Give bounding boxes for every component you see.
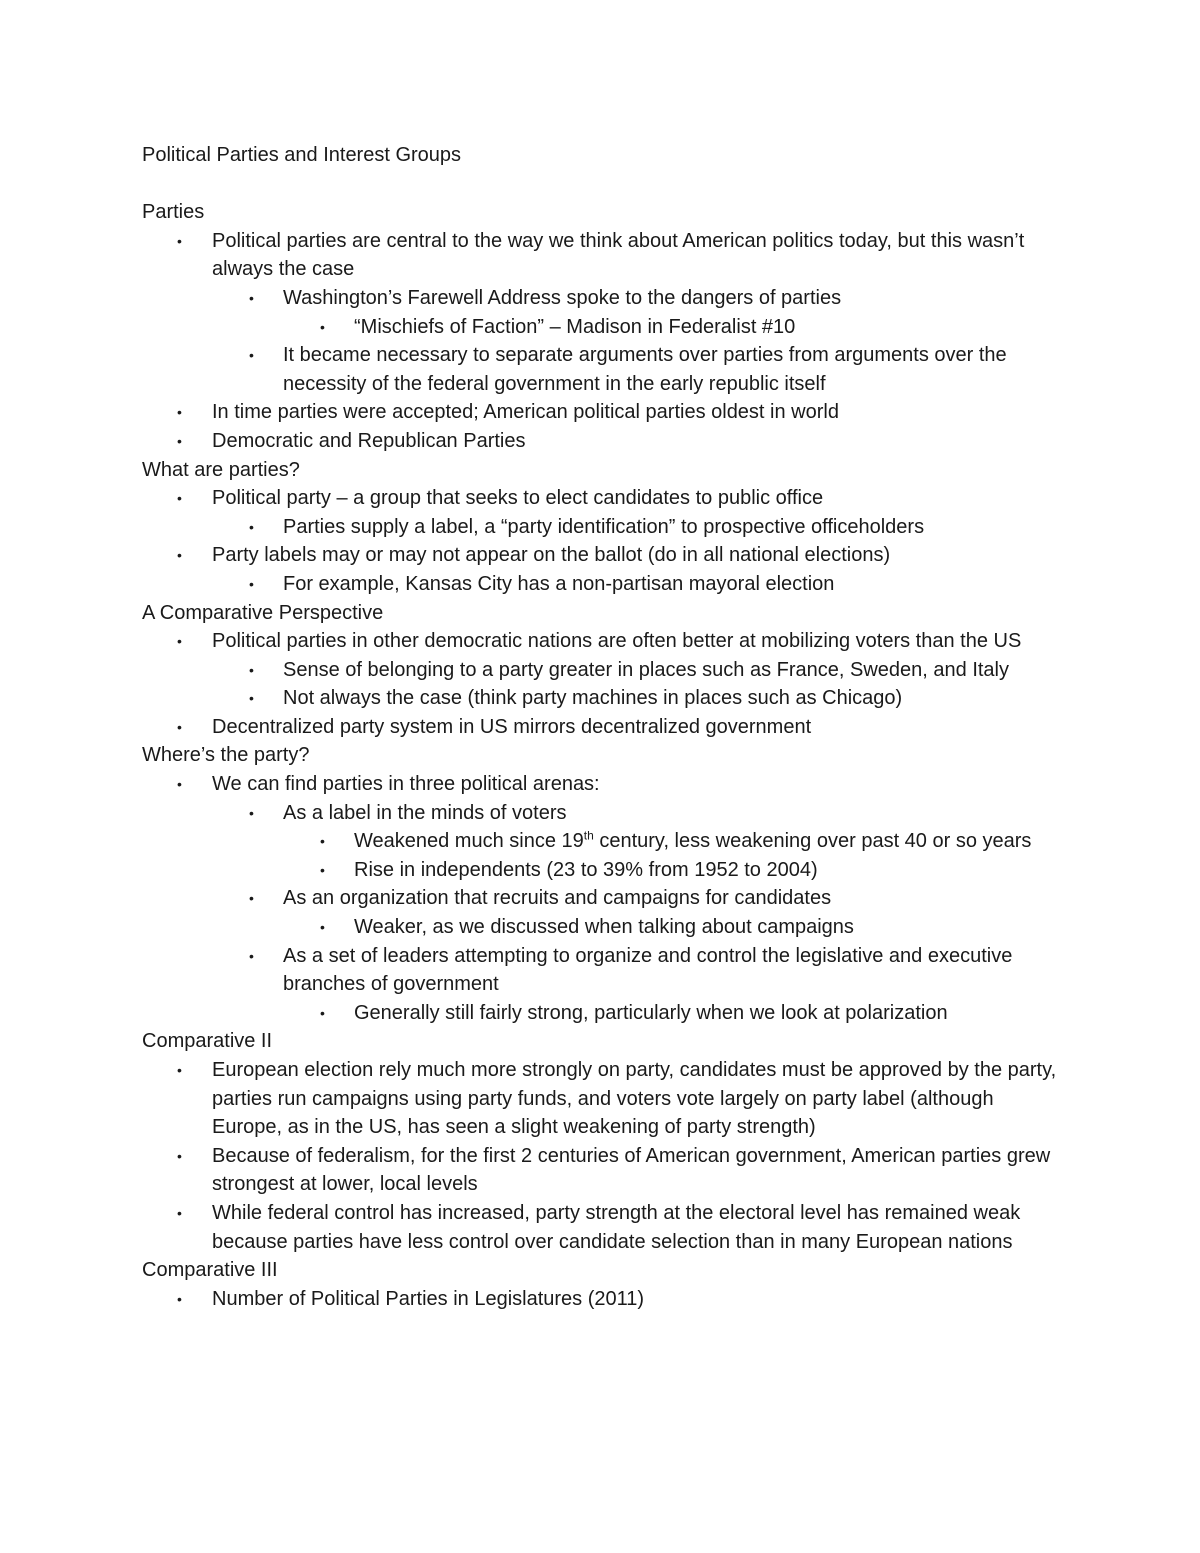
bullet-text-continued: century, less weakening over past 40 or so years [593, 830, 1032, 853]
bullet-icon: • [249, 661, 254, 678]
bullet-item-level-3 [142, 913, 1062, 942]
bullet-icon: • [320, 1004, 325, 1021]
bullet-item-level-2 [142, 884, 1062, 913]
superscript: th [583, 828, 594, 843]
bullet-text: Number of Political Parties in Legislatures (2011) [212, 1287, 645, 1310]
bullet-icon: • [249, 890, 254, 907]
bullet-text: Weaker, as we discussed when talking about campaigns [354, 916, 854, 939]
bullet-item-level-1 [142, 484, 1062, 513]
bullet-icon: • [177, 633, 182, 650]
bullet-icon: • [320, 919, 325, 936]
bullet-item-level-3 [142, 313, 1062, 342]
bullet-item-level-1 [142, 1199, 1062, 1256]
section-heading: Parties [142, 201, 205, 224]
bullet-item-level-3 [142, 827, 1062, 856]
bullet-item-level-1 [142, 427, 1062, 456]
bullet-item-level-1 [142, 1056, 1062, 1142]
bullet-text: Rise in independents (23 to 39% from 1952 to 2004) [354, 858, 818, 881]
document-title: Political Parties and Interest Groups [142, 144, 462, 166]
bullet-icon: • [249, 575, 254, 592]
bullet-text: Political party – a group that seeks to elect candidates to public office [212, 487, 824, 510]
bullet-item-level-1 [142, 227, 1062, 284]
section-heading: Comparative III [142, 1259, 278, 1282]
bullet-item-level-1 [142, 770, 1062, 799]
bullet-icon: • [320, 861, 325, 878]
bullet-item-level-1 [142, 541, 1062, 570]
bullet-icon: • [177, 404, 182, 421]
bullet-icon: • [249, 347, 254, 364]
bullet-icon: • [249, 690, 254, 707]
bullet-text: As an organization that recruits and campaigns for candidates [283, 887, 832, 910]
bullet-item-level-1 [142, 713, 1062, 742]
section-heading: Where’s the party? [142, 744, 310, 767]
bullet-item-level-3 [142, 999, 1062, 1028]
bullet-icon: • [177, 776, 182, 793]
bullet-icon: • [320, 833, 325, 850]
bullet-item-level-1 [142, 1142, 1062, 1199]
bullet-text: European election rely much more strongly on party, candidates must be approved by the party, parties run campaigns using party funds, and voters vote largely on party label (although Europe, as in the US, has seen a slight weakening of party strength) [212, 1059, 1057, 1139]
bullet-item-level-1 [142, 398, 1062, 427]
bullet-item-level-2 [142, 684, 1062, 713]
bullet-item-level-2 [142, 942, 1062, 999]
document-page [142, 141, 1062, 1313]
bullet-text: Democratic and Republican Parties [212, 429, 526, 452]
bullet-item-level-1 [142, 627, 1062, 656]
bullet-icon: • [249, 804, 254, 821]
bullet-item-level-2 [142, 341, 1062, 398]
bullet-text: “Mischiefs of Faction” – Madison in Federalist #10 [354, 315, 796, 338]
bullet-text: Parties supply a label, a “party identification” to prospective officeholders [283, 515, 925, 538]
bullet-icon: • [177, 232, 182, 249]
bullet-icon: • [249, 289, 254, 306]
bullet-text: Decentralized party system in US mirrors decentralized government [212, 715, 812, 738]
bullet-text: While federal control has increased, party strength at the electoral level has remained weak because parties have less control over candidate selection than in many European nations [212, 1201, 1021, 1253]
bullet-item-level-2 [142, 513, 1062, 542]
bullet-text: Party labels may or may not appear on the ballot (do in all national elections) [212, 544, 891, 567]
bullet-item-level-2 [142, 656, 1062, 685]
bullet-item-level-3 [142, 856, 1062, 885]
bullet-text: Washington’s Farewell Address spoke to the dangers of parties [283, 286, 842, 309]
bullet-icon: • [177, 1062, 182, 1078]
bullet-text: Sense of belonging to a party greater in places such as France, Sweden, and Italy [283, 658, 1009, 681]
bullet-text: It became necessary to separate arguments over parties from arguments over the necessity of the federal government in the early republic itself [283, 344, 1007, 395]
bullet-item-level-1 [142, 1285, 1062, 1314]
bullet-text: We can find parties in three political arenas: [212, 773, 600, 796]
bullet-text: As a label in the minds of voters [283, 801, 567, 824]
bullet-text: Political parties are central to the way we think about American politics today, but this wasn’t always the case [212, 229, 1025, 281]
bullet-icon: • [177, 432, 182, 449]
bullet-item-level-2 [142, 570, 1062, 599]
section-heading: What are parties? [142, 458, 300, 481]
bullet-text: Not always the case (think party machines in places such as Chicago) [283, 687, 903, 710]
bullet-text: Because of federalism, for the first 2 centuries of American government, American parties grew strongest at lower, local levels [212, 1144, 1051, 1196]
bullet-icon: • [177, 547, 182, 564]
bullet-text: Generally still fairly strong, particularly when we look at polarization [354, 1001, 948, 1024]
bullet-icon: • [177, 1204, 182, 1221]
section-heading: Comparative II [142, 1030, 273, 1053]
bullet-icon: • [249, 518, 254, 535]
bullet-icon: • [177, 1147, 182, 1164]
bullet-text: As a set of leaders attempting to organize and control the legislative and executive branches of government [283, 944, 1013, 996]
bullet-text: Weakened much since 19 [354, 830, 584, 853]
bullet-text: Political parties in other democratic nations are often better at mobilizing voters than the US [212, 630, 1022, 653]
bullet-text: For example, Kansas City has a non-partisan mayoral election [283, 572, 835, 595]
bullet-icon: • [177, 490, 182, 507]
bullet-item-level-2 [142, 799, 1062, 828]
section-heading: A Comparative Perspective [142, 601, 384, 624]
bullet-item-level-2 [142, 284, 1062, 313]
document-body [142, 198, 1062, 1313]
bullet-text: In time parties were accepted; American political parties oldest in world [212, 401, 839, 424]
bullet-icon: • [177, 1290, 182, 1307]
bullet-icon: • [320, 318, 325, 335]
bullet-icon: • [177, 718, 182, 735]
bullet-icon: • [249, 947, 254, 964]
